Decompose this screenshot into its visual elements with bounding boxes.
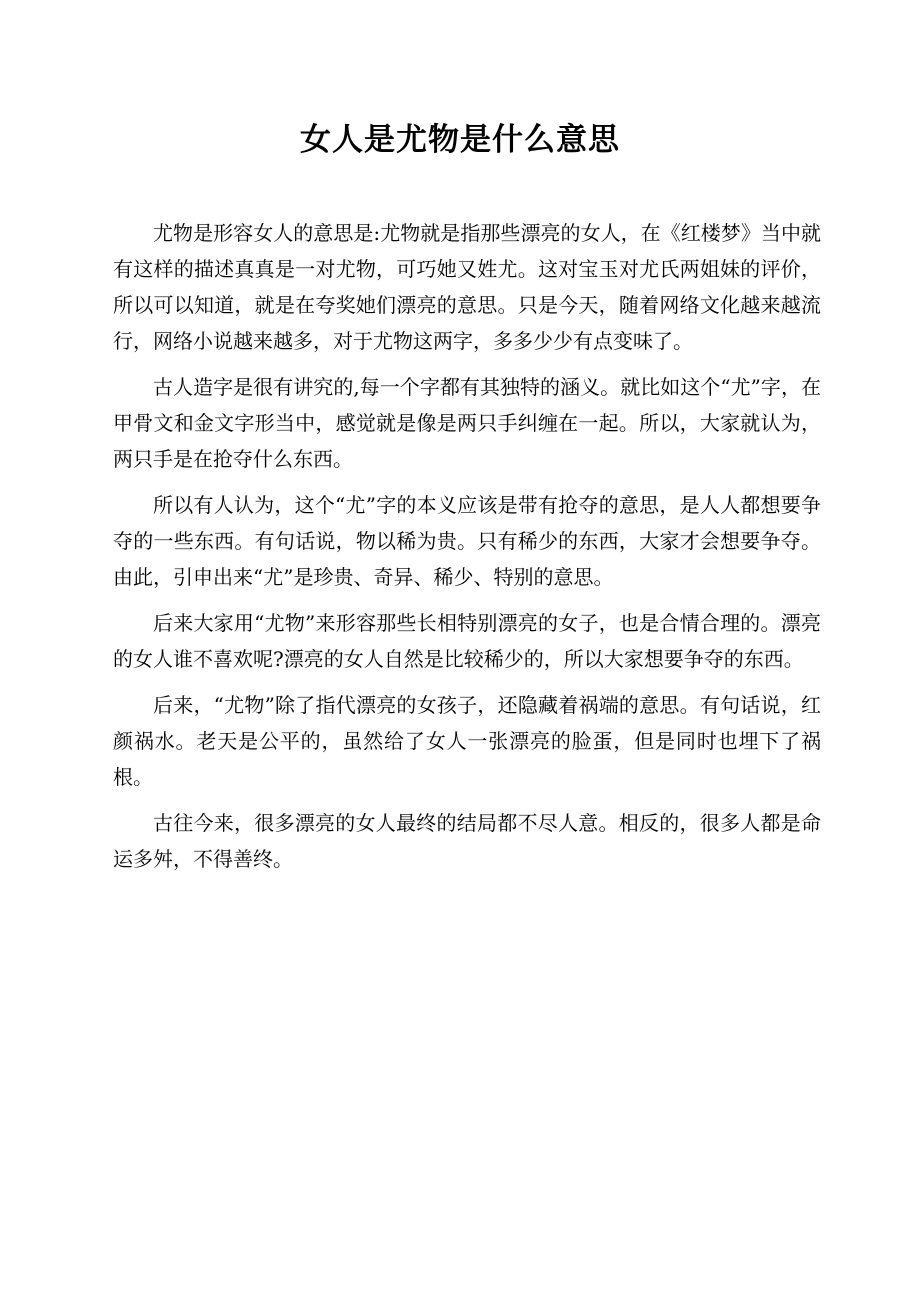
paragraph-4: 后来大家用“尤物”来形容那些长相特别漂亮的女子，也是合情合理的。漂亮的女人谁不喜欢呢?漂亮的女人自然是比较稀少的，所以大家想要争夺的东西。 — [113, 611, 821, 671]
page-title: 女人是尤物是什么意思 — [300, 122, 620, 158]
paragraph-2: 古人造字是很有讲究的,每一个字都有其独特的涵义。就比如这个“尤”字，在甲骨文和金文字形当中，感觉就是像是两只手纠缠在一起。所以，大家就认为，两只手是在抢夺什么东西。 — [113, 375, 821, 471]
paragraph-5: 后来，“尤物”除了指代漂亮的女孩子，还隐藏着祸端的意思。有句话说，红颜祸水。老天是公平的，虽然给了女人一张漂亮的脸蛋，但是同时也埋下了祸根。 — [113, 693, 821, 789]
paragraph-6: 古往今来，很多漂亮的女人最终的结局都不尽人意。相反的，很多人都是命运多舛，不得善终。 — [113, 811, 821, 871]
paragraph-1: 尤物是形容女人的意思是:尤物就是指那些漂亮的女人，在《红楼梦》当中就有这样的描述真真是一对尤物，可巧她又姓尤。这对宝玉对尤氏两姐妹的评价，所以可以知道，就是在夸奖她们漂亮的意思。只是今天，随着网络文化越来越流行，网络小说越来越多，对于尤物这两字，多多少少有点变味了。 — [113, 221, 821, 353]
paragraph-3: 所以有人认为，这个“尤”字的本义应该是带有抢夺的意思，是人人都想要争夺的一些东西。有句话说，物以稀为贵。只有稀少的东西，大家才会想要争夺。由此，引申出来“尤”是珍贵、奇异、稀少、特别的意思。 — [113, 493, 821, 589]
article-body — [113, 215, 821, 887]
